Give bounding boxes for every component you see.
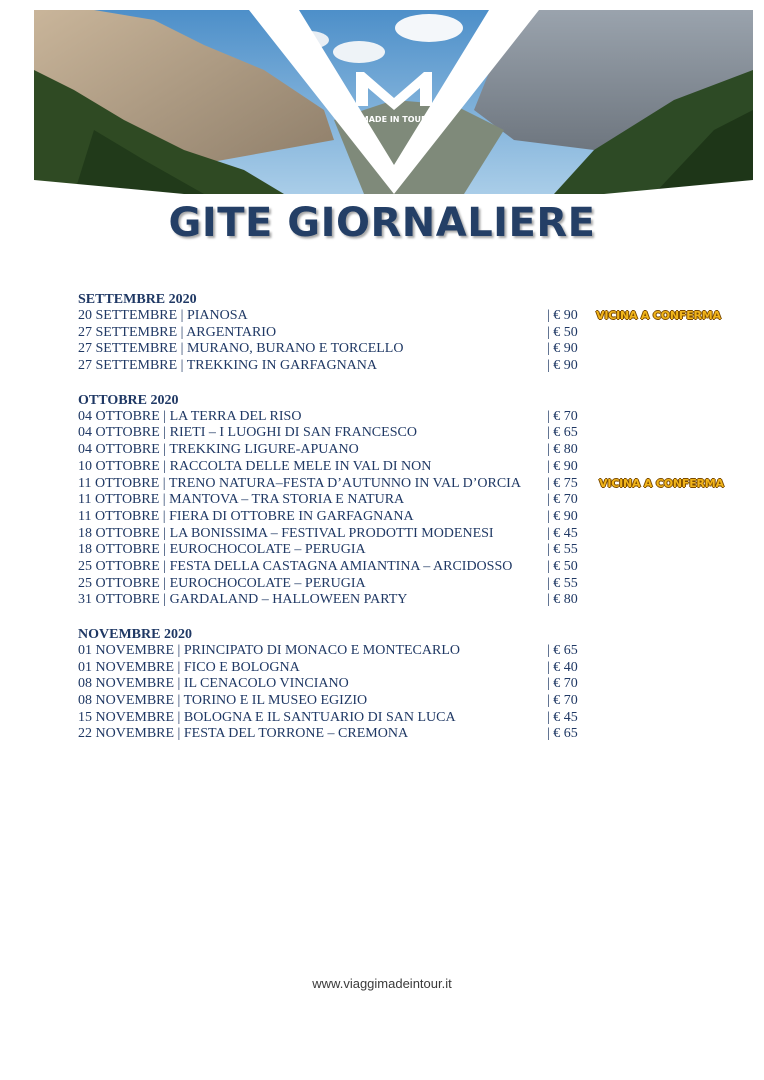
trip-name: 10 OTTOBRE | RACCOLTA DELLE MELE IN VAL DI NON <box>78 458 432 474</box>
brand-name: MADE IN TOUR <box>360 115 428 124</box>
trip-row <box>78 509 758 526</box>
trip-price: | € 50 <box>547 558 578 574</box>
trip-name: 15 NOVEMBRE | BOLOGNA E IL SANTUARIO DI SAN LUCA <box>78 709 456 725</box>
trip-row <box>78 308 758 325</box>
trip-name: 01 NOVEMBRE | PRINCIPATO DI MONACO E MONTECARLO <box>78 643 460 658</box>
month-heading: SETTEMBRE 2020 <box>78 292 197 307</box>
trip-price: | € 70 <box>547 408 578 424</box>
trip-name: 25 OTTOBRE | EUROCHOCOLATE – PERUGIA <box>78 575 366 591</box>
trip-price: | € 90 <box>547 458 578 474</box>
trip-name: 25 OTTOBRE | FESTA DELLA CASTAGNA AMIANTINA – ARCIDOSSO <box>78 558 513 574</box>
trip-row <box>78 409 758 426</box>
trip-price: | € 55 <box>547 542 578 558</box>
trip-name: 27 SETTEMBRE | MURANO, BURANO E TORCELLO <box>78 341 404 357</box>
trip-name: 27 SETTEMBRE | TREKKING IN GARFAGNANA <box>78 358 378 374</box>
trip-price: | € 70 <box>547 693 578 709</box>
trip-name: 08 NOVEMBRE | TORINO E IL MUSEO EGIZIO <box>78 693 368 709</box>
trip-row <box>78 559 758 576</box>
trip-row <box>78 492 758 509</box>
trip-name: 27 SETTEMBRE | ARGENTARIO <box>78 324 277 340</box>
trip-price: | € 65 <box>547 425 578 441</box>
month-section <box>78 626 758 743</box>
footer-website-link[interactable]: www.viaggimadeintour.it <box>312 976 452 991</box>
trip-row <box>78 710 758 727</box>
page-title: GITE GIORNALIERE <box>168 200 596 246</box>
trip-name: 04 OTTOBRE | RIETI – I LUOGHI DI SAN FRANCESCO <box>78 425 417 441</box>
trip-schedule <box>78 291 758 760</box>
trip-name: 18 OTTOBRE | LA BONISSIMA – FESTIVAL PRODOTTI MODENESI <box>78 525 494 541</box>
trip-price: | € 70 <box>547 676 578 692</box>
mountain-banner-image <box>34 10 753 194</box>
trip-row <box>78 476 758 493</box>
trip-name: 11 OTTOBRE | FIERA DI OTTOBRE IN GARFAGNANA <box>78 508 414 524</box>
trip-price: | € 65 <box>547 726 578 742</box>
trip-price: | € 90 <box>547 358 578 374</box>
trip-price: | € 45 <box>547 709 578 725</box>
month-heading: NOVEMBRE 2020 <box>78 627 192 642</box>
confirmation-status-badge: VICINA A CONFERMA <box>596 309 721 322</box>
trip-name: 11 OTTOBRE | TRENO NATURA–FESTA D’AUTUNNO IN VAL D’ORCIA <box>78 475 521 491</box>
trip-name: 01 NOVEMBRE | FICO E BOLOGNA <box>78 659 300 675</box>
trip-name: 04 OTTOBRE | LA TERRA DEL RISO <box>78 408 302 424</box>
trip-price: | € 65 <box>547 643 578 658</box>
trip-price: | € 80 <box>547 592 578 608</box>
trip-price: | € 90 <box>547 508 578 524</box>
confirmation-status-badge: VICINA A CONFERMA <box>599 476 724 490</box>
trip-row <box>78 660 758 677</box>
trip-row <box>78 643 758 660</box>
trip-row <box>78 542 758 559</box>
trip-name: 18 OTTOBRE | EUROCHOCOLATE – PERUGIA <box>78 542 366 558</box>
trip-row <box>78 358 758 375</box>
trip-row <box>78 726 758 743</box>
trip-name: 08 NOVEMBRE | IL CENACOLO VINCIANO <box>78 676 349 692</box>
trip-price: | € 80 <box>547 442 578 458</box>
trip-price: | € 45 <box>547 525 578 541</box>
month-section <box>78 291 758 375</box>
trip-row <box>78 341 758 358</box>
trip-row <box>78 325 758 342</box>
trip-name: 22 NOVEMBRE | FESTA DEL TORRONE – CREMONA <box>78 726 409 742</box>
header-banner <box>34 10 753 194</box>
trip-price: | € 90 <box>547 308 578 323</box>
trip-price: | € 40 <box>547 659 578 675</box>
month-heading: OTTOBRE 2020 <box>78 392 179 408</box>
trip-row <box>78 526 758 543</box>
trip-row <box>78 676 758 693</box>
month-section <box>78 392 758 609</box>
trip-name: 04 OTTOBRE | TREKKING LIGURE-APUANO <box>78 442 359 458</box>
trip-price: | € 70 <box>547 492 578 508</box>
trip-name: 20 SETTEMBRE | PIANOSA <box>78 308 248 323</box>
trip-row <box>78 592 758 609</box>
trip-price: | € 50 <box>547 324 578 340</box>
trip-price: | € 55 <box>547 575 578 591</box>
trip-row <box>78 425 758 442</box>
trip-row <box>78 693 758 710</box>
trip-name: 31 OTTOBRE | GARDALAND – HALLOWEEN PARTY <box>78 592 408 608</box>
trip-price: | € 75 <box>547 475 578 491</box>
trip-row <box>78 576 758 593</box>
trip-row <box>78 442 758 459</box>
trip-price: | € 90 <box>547 341 578 357</box>
trip-row <box>78 459 758 476</box>
trip-name: 11 OTTOBRE | MANTOVA – TRA STORIA E NATURA <box>78 492 405 508</box>
